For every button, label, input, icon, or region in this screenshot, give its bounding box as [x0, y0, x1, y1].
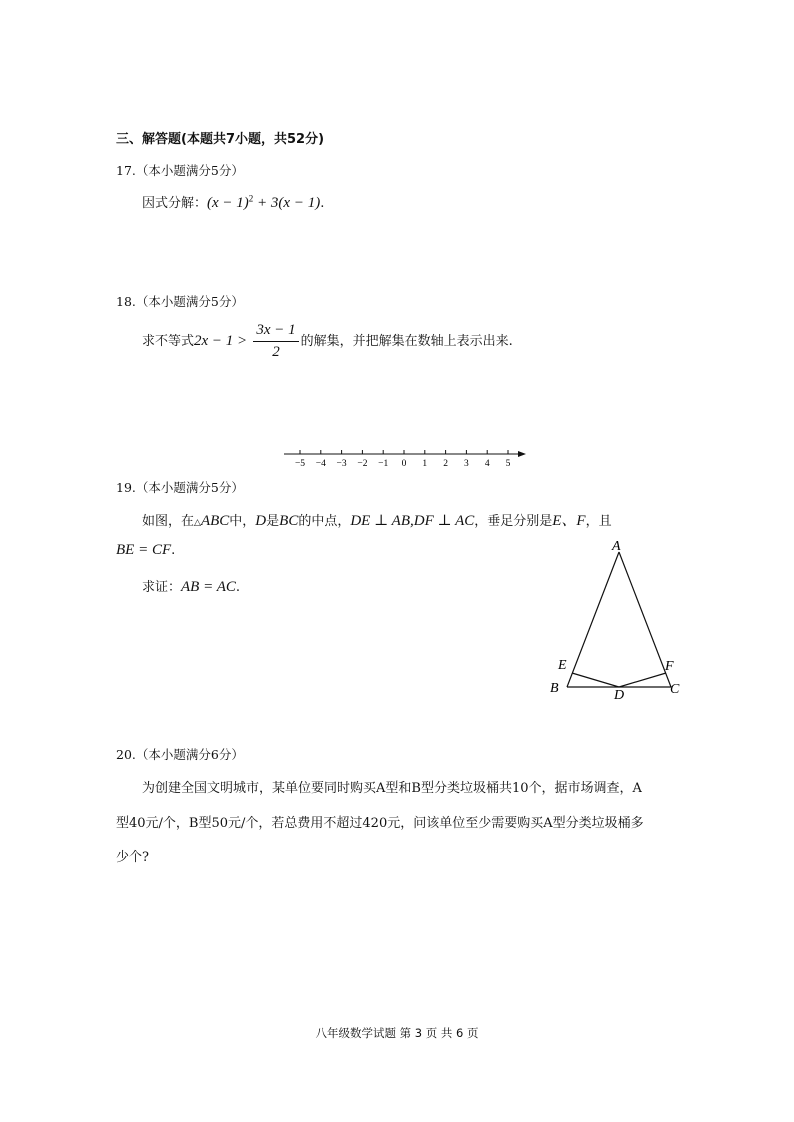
- q20-line3: 少个?: [116, 850, 149, 865]
- q19-line1: [142, 509, 612, 530]
- q20-line1: 为创建全国文明城市，某单位要同时购买A型和B型分类垃圾桶共10个，据市场调查，A: [142, 781, 642, 796]
- q19-line2: [116, 542, 175, 559]
- label-c: C: [670, 682, 680, 697]
- q19-prove-end: .: [235, 580, 240, 595]
- label-f: F: [665, 659, 674, 674]
- number-line-tick-label: −5: [294, 459, 306, 469]
- number-line-tick-label: 4: [484, 459, 490, 469]
- q18-prefix: 求不等式: [142, 334, 195, 349]
- number-line-tick-label: 0: [401, 459, 407, 469]
- number-line: [280, 444, 530, 470]
- q18-frac-den: 2: [272, 344, 280, 360]
- label-a: A: [612, 539, 621, 554]
- q17-body: [142, 192, 324, 212]
- label-e: E: [558, 658, 567, 673]
- side-ab: [567, 552, 619, 687]
- q19-prove: [142, 576, 240, 596]
- q19-perp: DE ⊥ AB,DF ⊥ AC: [350, 513, 475, 529]
- number-line-tick-label: −1: [378, 459, 389, 469]
- q20-line2: 型40元/个，B型50元/个，若总费用不超过420元，问该单位至少需要购买A型分类垃圾桶多: [116, 816, 644, 831]
- label-d: D: [614, 688, 625, 703]
- number-line-tick-label: 3: [464, 459, 469, 469]
- side-ac: [619, 552, 671, 687]
- q17-prompt: 因式分解：: [142, 196, 208, 211]
- q18-lhs: 2x − 1 >: [194, 333, 248, 349]
- q19-l1a: 如图，在: [142, 514, 195, 529]
- q19-l1g: ，且: [585, 514, 612, 529]
- q19-bc: BC: [279, 513, 299, 529]
- segment-de: [572, 673, 619, 687]
- q17-expr-part2: + 3(x − 1): [253, 195, 321, 211]
- q19-l1c: 是: [266, 514, 280, 529]
- label-b: B: [550, 681, 559, 696]
- q19-l1e: 的中点，: [298, 514, 351, 529]
- q19-l1b: 中，: [229, 514, 256, 529]
- q18-fraction: [253, 322, 298, 361]
- q17-header: 17.（本小题满分5分）: [116, 163, 244, 178]
- q19-prove-label: 求证：: [142, 580, 182, 595]
- number-line-tick-label: 1: [422, 459, 428, 469]
- triangle-figure: [540, 532, 690, 707]
- q19-header: 19.（本小题满分5分）: [116, 480, 244, 495]
- q19-triangle-symbol: △: [194, 518, 201, 528]
- number-line-tick-label: −3: [336, 459, 347, 469]
- q18-frac-num: 3x − 1: [253, 322, 298, 342]
- section-title: 三、解答题(本题共7小题，共52分): [116, 132, 325, 147]
- q20-header: 20.（本小题满分6分）: [116, 747, 244, 762]
- number-line-tick-label: −4: [315, 459, 326, 469]
- q18-suffix: 的解集，并把解集在数轴上表示出来.: [300, 334, 513, 349]
- q19-be-cf: BE = CF: [116, 542, 172, 558]
- q17-end: .: [320, 196, 325, 211]
- q18-header: 18.（本小题满分5分）: [116, 294, 244, 309]
- q19-ef: E、F: [552, 513, 586, 529]
- q17-expr-part1: (x − 1): [207, 195, 249, 211]
- q19-abc: ABC: [200, 513, 230, 529]
- q19-l1f: ，垂足分别是: [474, 514, 553, 529]
- q18-body: [142, 322, 513, 361]
- number-line-tick-label: 2: [443, 459, 448, 469]
- q17-exponent: 2: [248, 193, 254, 204]
- number-line-arrow: [518, 451, 526, 457]
- number-line-tick-label: 5: [505, 459, 511, 469]
- page-footer: 八年级数学试题 第 3 页 共 6 页: [315, 1026, 479, 1040]
- q19-d: D: [255, 513, 267, 529]
- q19-prove-expr: AB = AC: [181, 579, 236, 595]
- number-line-ticks: [295, 450, 511, 469]
- segment-df: [619, 673, 666, 687]
- number-line-tick-label: −2: [357, 459, 368, 469]
- q19-line2-end: .: [171, 543, 176, 558]
